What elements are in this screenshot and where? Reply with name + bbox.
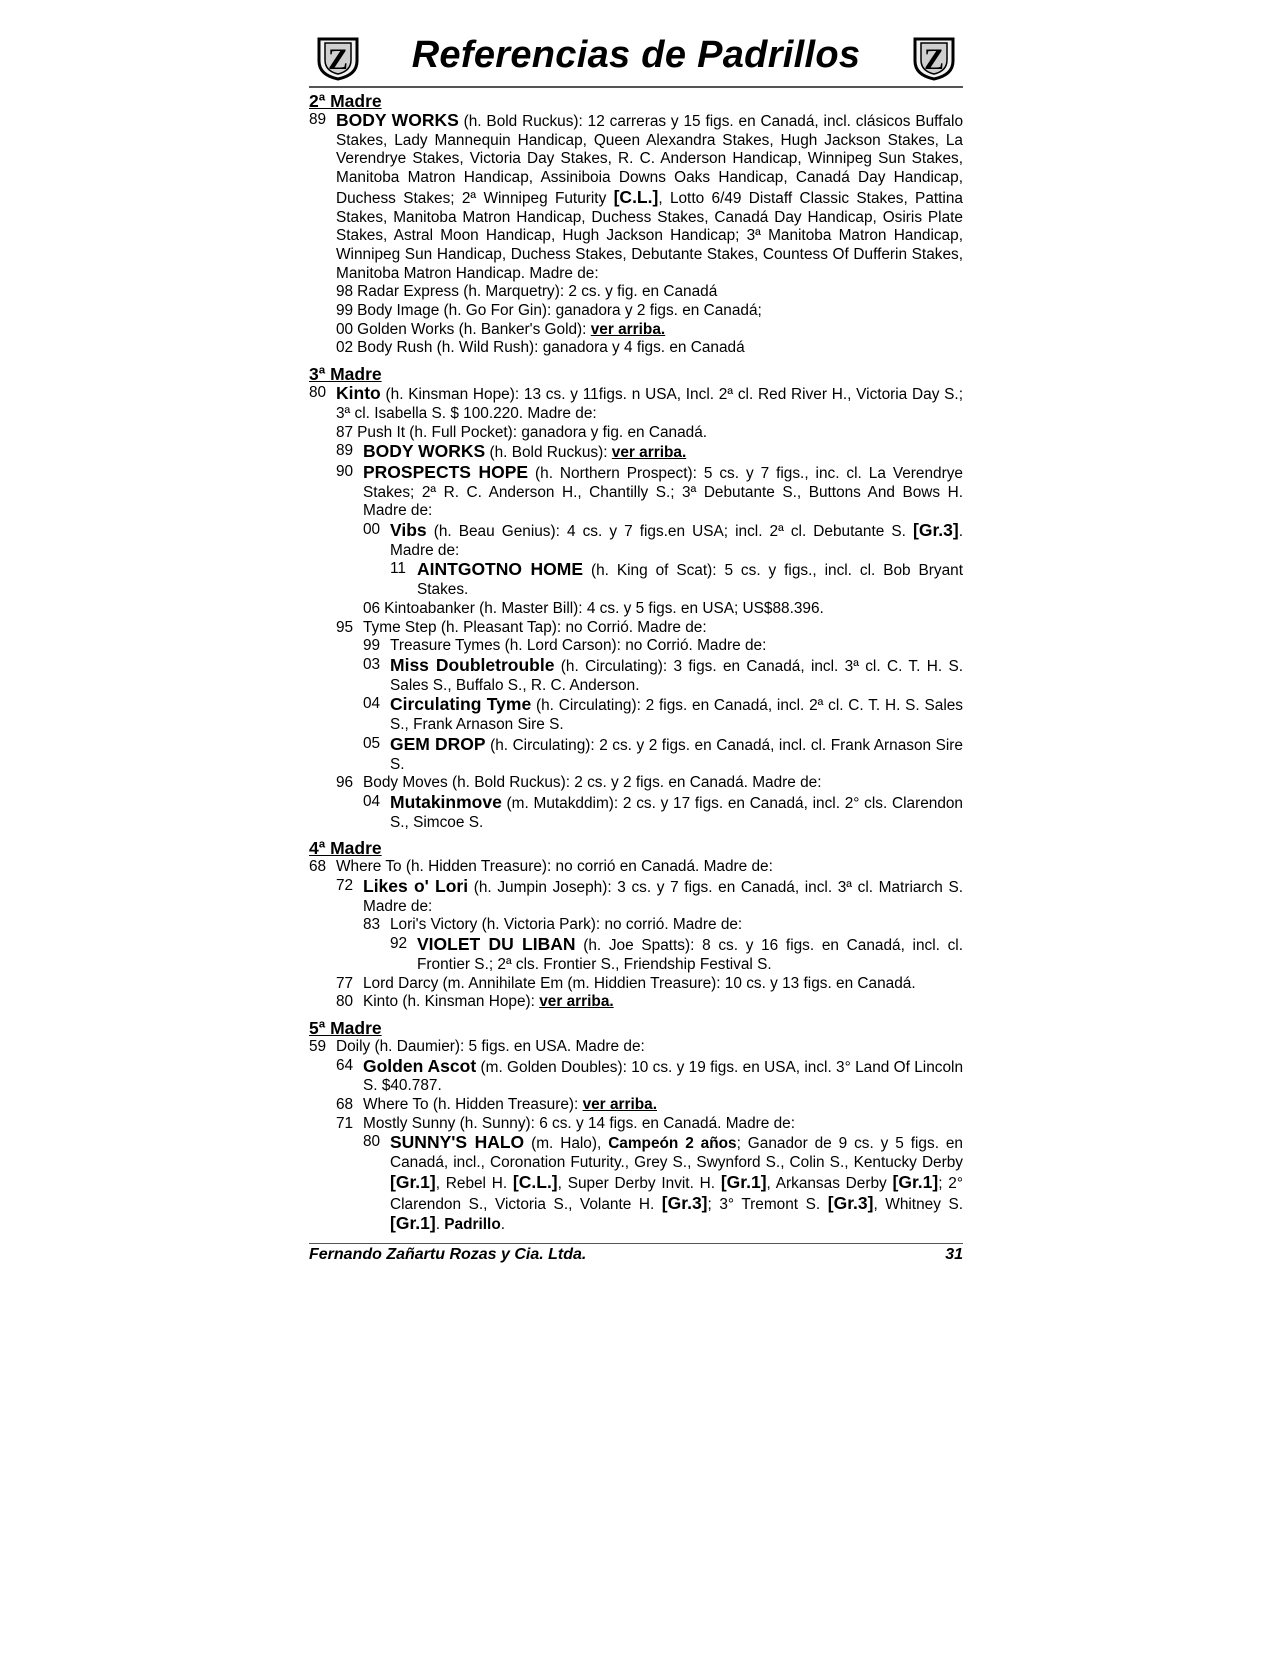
pedigree-entry xyxy=(336,283,963,302)
entry-text: Tyme Step (h. Pleasant Tap): no Corrió. Madre de: xyxy=(363,618,707,636)
entry-text: Treasure Tymes (h. Lord Carson): no Corrió. Madre de: xyxy=(390,637,767,655)
horse-name: Likes o' Lori xyxy=(363,876,469,897)
pedigree-entry xyxy=(363,656,963,695)
pedigree-entry xyxy=(363,793,963,832)
entry-text: Kintoabanker (h. Master Bill): 4 cs. y 5 figs. en USA; US$88.396. xyxy=(384,599,824,617)
entry-year: 05 xyxy=(363,734,381,752)
pedigree-entry xyxy=(363,916,963,935)
entry-text: Body Image (h. Go For Gin): ganadora y 2 figs. en Canadá; xyxy=(357,302,762,320)
horse-name: Mutakinmove xyxy=(390,791,502,812)
entry-text: Kinto (h. Kinsman Hope): xyxy=(363,993,540,1011)
pedigree-entry xyxy=(336,321,963,340)
entry-text: Where To (h. Hidden Treasure): no corrió en Canadá. Madre de: xyxy=(336,858,773,876)
pedigree-entry xyxy=(363,1133,963,1235)
pedigree-entry xyxy=(363,735,963,774)
entry-year: 87 xyxy=(336,423,354,441)
pedigree-entry xyxy=(336,339,963,358)
entry-text: (h. Jumpin Joseph): 3 cs. y 7 figs. en Canadá, incl. 3ª cl. Matriarch S. Madre de: xyxy=(363,879,963,915)
entry-text: Lord Darcy (m. Annihilate Em (m. Hiddien Treasure): 10 cs. y 13 figs. en Canadá. xyxy=(363,974,916,992)
entry-text: (h. Bold Ruckus): 12 carreras y 15 figs. en Canadá, incl. clásicos Buffalo Stakes, Lady Mannequin Handicap, Queen Alexandra Stakes, Hugh Jackson Stakes, La Verendrye Stakes, Victoria Day Stakes, R. C. Anderson Handicap, Winnipeg Sun Stakes, Manitoba Matron Handicap, Assiniboia Downs Oaks Handicap, Canadá Day Handicap, Duchess Stakes; 2ª Winnipeg Futurity xyxy=(336,113,963,207)
pedigree-entry xyxy=(363,521,963,560)
pedigree-entry xyxy=(390,935,963,974)
entry-year: 03 xyxy=(363,655,381,673)
horse-name: Golden Ascot xyxy=(363,1055,477,1076)
entry-text: , Super Derby Invit. H. xyxy=(557,1174,721,1192)
pedigree-entry xyxy=(336,774,963,793)
entry-year: 77 xyxy=(336,974,354,992)
entry-year: 99 xyxy=(363,637,381,655)
pedigree-entry xyxy=(309,111,963,283)
horse-name: GEM DROP xyxy=(390,733,486,754)
grade-label: [Gr.1] xyxy=(720,1171,767,1192)
grade-label: [Gr.3] xyxy=(661,1192,708,1213)
cross-reference: ver arriba. xyxy=(539,993,614,1011)
entry-text: (h. Kinsman Hope): 13 cs. y 11figs. n USA, Incl. 2ª cl. Red River H., Victoria Day S.; 3ª cl. Isabella S. $ 100.220. Madre de: xyxy=(336,386,963,422)
page-title: Referencias de Padrillos xyxy=(411,34,861,76)
pedigree-entry xyxy=(336,619,963,638)
entry-text: (h. Circulating): 3 figs. en Canadá, incl. 3ª cl. C. T. H. S. Sales S., Buffalo S., R. C. Anderson. xyxy=(390,657,963,694)
pedigree-entry xyxy=(363,600,963,619)
pedigree-entry xyxy=(336,442,963,463)
horse-name: Vibs xyxy=(390,520,427,541)
entry-year: 92 xyxy=(390,935,408,953)
entry-year: 04 xyxy=(363,792,381,810)
entry-year: 80 xyxy=(363,1133,381,1151)
pedigree-entry xyxy=(336,463,963,521)
champion-label: Campeón 2 años xyxy=(608,1135,737,1153)
pedigree-entry xyxy=(363,637,963,656)
grade-label: [Gr.3] xyxy=(913,520,959,541)
section-heading: 2ª Madre xyxy=(309,91,382,111)
grade-label: [C.L.] xyxy=(512,1171,558,1192)
entry-text: (h. Circulating): 2 figs. en Canadá, incl. 2ª cl. C. T. H. S. Sales S., Frank Arnason Sire S. xyxy=(390,697,963,734)
entry-year: 00 xyxy=(336,320,354,338)
entry-year: 02 xyxy=(336,339,354,357)
entry-text: , Arkansas Derby xyxy=(766,1174,893,1192)
pedigree-entry xyxy=(336,302,963,321)
entry-text: Where To (h. Hidden Treasure): xyxy=(363,1096,583,1114)
section-heading: 3ª Madre xyxy=(309,364,382,385)
pedigree-entry xyxy=(336,993,963,1012)
entry-year: 80 xyxy=(309,384,327,402)
entry-year: 83 xyxy=(363,916,381,934)
pedigree-entry xyxy=(336,1057,963,1096)
grade-label: [Gr.1] xyxy=(390,1213,436,1234)
horse-name: BODY WORKS xyxy=(363,441,486,462)
pedigree-entry xyxy=(336,975,963,994)
entry-text: . xyxy=(435,1216,445,1234)
entry-text: Mostly Sunny (h. Sunny): 6 cs. y 14 figs. en Canadá. Madre de: xyxy=(363,1114,796,1132)
horse-name: AINTGOTNO HOME xyxy=(417,559,584,580)
section-heading: 5ª Madre xyxy=(309,1017,382,1038)
entry-year: 95 xyxy=(336,618,354,636)
grade-label: [Gr.1] xyxy=(892,1171,939,1192)
cross-reference: ver arriba. xyxy=(582,1096,657,1114)
entry-text: ; 3° Tremont S. xyxy=(707,1195,828,1213)
sire-label: Padrillo xyxy=(444,1216,501,1234)
horse-name: Miss Doubletrouble xyxy=(390,654,555,675)
section-heading: 4ª Madre xyxy=(309,838,382,859)
entry-year: 11 xyxy=(390,560,406,578)
entry-text: , Whitney S. xyxy=(873,1195,964,1213)
entry-year: 59 xyxy=(309,1037,327,1055)
page-header xyxy=(309,30,963,88)
entry-year: 64 xyxy=(336,1056,354,1074)
horse-name: Kinto xyxy=(336,383,381,404)
grade-label: [C.L.] xyxy=(613,186,659,207)
cross-reference: ver arriba. xyxy=(611,444,687,462)
horse-name: SUNNY'S HALO xyxy=(390,1132,525,1153)
company-name: Fernando Zañartu Rozas y Cia. Ltda. xyxy=(309,1245,587,1263)
document-page xyxy=(309,30,963,1264)
pedigree-entry xyxy=(390,560,963,599)
entry-text: ; 2° Clarendon S., Victoria S., Volante H. xyxy=(390,1174,963,1213)
entry-year: 90 xyxy=(336,462,354,480)
pedigree-entry xyxy=(336,1096,963,1115)
horse-name: BODY WORKS xyxy=(336,110,459,130)
entry-text: , Rebel H. xyxy=(435,1174,513,1192)
entry-text: ; Ganador de 9 cs. y 5 figs. en Canadá, incl., Coronation Futurity., Grey S., Swynford S., Colin S., Kentucky Derby xyxy=(390,1135,963,1172)
entry-year: 68 xyxy=(336,1096,354,1114)
page-number: 31 xyxy=(945,1245,963,1263)
entry-text: (h. Bold Ruckus): xyxy=(485,444,612,462)
pedigree-entry xyxy=(363,695,963,734)
entry-text: (h. Northern Prospect): 5 cs. y 7 figs., inc. cl. La Verendrye Stakes; 2ª R. C. Anderson H., Chantilly S.; 3ª Debutante S., Buttons And Bows H. Madre de: xyxy=(363,464,963,520)
horse-name: PROSPECTS HOPE xyxy=(363,461,529,482)
entry-year: 68 xyxy=(309,858,327,876)
pedigree-entry xyxy=(309,858,963,877)
entry-text: . xyxy=(500,1216,506,1234)
entry-year: 06 xyxy=(363,599,381,617)
entry-year: 04 xyxy=(363,695,381,713)
grade-label: [Gr.3] xyxy=(827,1192,874,1213)
grade-label: [Gr.1] xyxy=(390,1171,436,1192)
horse-name: VIOLET DU LIBAN xyxy=(417,934,576,955)
entry-text: (m. Golden Doubles): 10 cs. y 19 figs. en USA, incl. 3° Land Of Lincoln S. $40.787. xyxy=(363,1058,964,1095)
entry-text: (h. Beau Genius): 4 cs. y 7 figs.en USA; incl. 2ª cl. Debutante S. xyxy=(426,523,913,541)
entry-text: Body Moves (h. Bold Ruckus): 2 cs. y 2 figs. en Canadá. Madre de: xyxy=(363,774,822,792)
entry-year: 00 xyxy=(363,521,381,539)
entry-year: 98 xyxy=(336,283,354,301)
entry-text: (h. King of Scat): 5 cs. y figs., incl. cl. Bob Bryant Stakes. xyxy=(417,562,963,599)
entry-year: 80 xyxy=(336,993,354,1011)
entry-text: Push It (h. Full Pocket): ganadora y fig. en Canadá. xyxy=(357,423,708,441)
pedigree-content xyxy=(309,91,963,1235)
entry-year: 99 xyxy=(336,302,354,320)
entry-text: . Madre de: xyxy=(390,523,963,559)
entry-year: 89 xyxy=(336,442,354,460)
pedigree-entry xyxy=(336,424,963,443)
entry-text: Doily (h. Daumier): 5 figs. en USA. Madre de: xyxy=(336,1037,645,1055)
svg-text:Z: Z xyxy=(327,43,349,76)
cross-reference: ver arriba. xyxy=(590,320,666,338)
entry-text: (h. Circulating): 2 cs. y 2 figs. en Canadá, incl. cl. Frank Arnason Sire S. xyxy=(390,736,963,773)
entry-text: Golden Works (h. Banker's Gold): xyxy=(357,320,591,338)
entry-text: (h. Joe Spatts): 8 cs. y 16 figs. en Canadá, incl. cl. Frontier S.; 2ª cls. Frontier S., Friendship Festival S. xyxy=(417,937,963,973)
entry-text: , Lotto 6/49 Distaff Classic Stakes, Pattina Stakes, Manitoba Matron Handicap, Duchess Stakes, Canadá Day Handicap, Osiris Plate Stakes, Astral Moon Handicap, Hugh Jackson Handicap; 3ª Manitoba Matron Handicap, Winnipeg Sun Handicap, Duchess Stakes, Debutante Stakes, Countess Of Dufferin Stakes, Manitoba Matron Handicap. Madre de: xyxy=(336,189,963,282)
entry-text: Body Rush (h. Wild Rush): ganadora y 4 figs. en Canadá xyxy=(357,339,745,357)
entry-text: (m. Mutakddim): 2 cs. y 17 figs. en Canadá, incl. 2° cls. Clarendon S., Simcoe S. xyxy=(390,794,963,831)
pedigree-entry xyxy=(309,384,963,423)
entry-year: 71 xyxy=(336,1114,354,1132)
entry-year: 72 xyxy=(336,877,354,895)
entry-year: 96 xyxy=(336,774,354,792)
zr-shield-logo-icon xyxy=(911,33,957,81)
pedigree-entry xyxy=(336,1115,963,1134)
svg-text:Z: Z xyxy=(923,43,945,76)
horse-name: Circulating Tyme xyxy=(390,694,532,715)
entry-text: Radar Express (h. Marquetry): 2 cs. y fig. en Canadá xyxy=(357,283,718,301)
entry-text: Lori's Victory (h. Victoria Park): no corrió. Madre de: xyxy=(390,916,743,934)
pedigree-entry xyxy=(336,877,963,916)
entry-text: (m. Halo), xyxy=(524,1135,609,1153)
entry-year: 89 xyxy=(309,111,327,128)
page-footer xyxy=(309,1243,963,1264)
pedigree-entry xyxy=(309,1038,963,1057)
